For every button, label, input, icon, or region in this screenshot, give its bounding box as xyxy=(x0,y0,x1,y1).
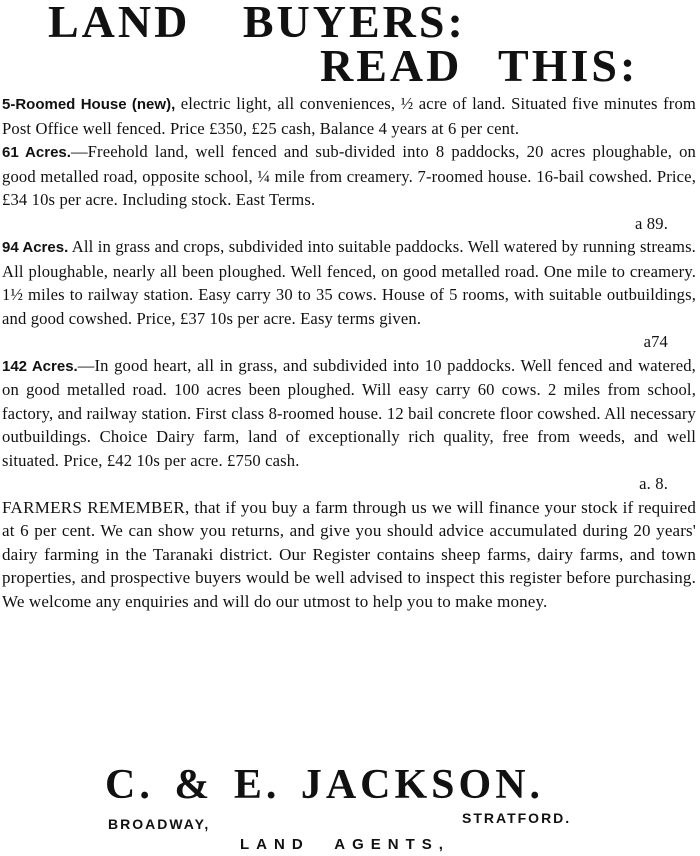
listing-text: —In good heart, all in grass, and subdivided into 10 paddocks. Well fenced and watered, on good metalled road. 100 acres been ploughed. Will easy carry 60 cows. 2 miles from school, factory, and railway station. First class 8-roomed house. 12 bail concrete floor cowshed. All necessary outbuildings. Choice Dairy farm, land of exceptionally rich quality, free from weeds, and well situated. Price, £42 10s per acre. £750 cash. xyxy=(2,355,696,470)
farmers-text: that if you buy a farm through us we will finance your stock if required at 6 per cent. We can show you returns, and give you should advice accumulated during 20 years' dairy farming in the Taranaki district. Our Register contains sheep farms, dairy farms, and town properties, and prospective buyers would be well advised to inspect this register before purchasing. We welcome any enquiries and will do our utmost to help you to make money. xyxy=(2,497,696,611)
address-stratford: STRATFORD. xyxy=(462,810,572,826)
farmers-remember-paragraph xyxy=(2,496,696,614)
listing-lead: 5-Roomed House (new), xyxy=(2,96,176,113)
listing-text: electric light, all conveniences, ½ acre of land. Situated five minutes from Post Office well fenced. Price £350, £25 cash, Balance 4 years at 6 per cent. xyxy=(2,94,696,138)
farmers-lead: FARMERS REMEMBER, xyxy=(2,497,190,517)
listing-house xyxy=(2,92,696,140)
listing-ref: a 89. xyxy=(634,213,668,233)
listing-ref: a. 8. xyxy=(639,474,668,493)
agent-name: C. & E. JACKSON. xyxy=(105,762,545,808)
listing-text: —Freehold land, well fenced and sub-divided into 8 paddocks, 20 acres ploughable, on good metalled road, opposite school, ¼ mile from creamery. 7-roomed house. 16-bail cowshed. Price, £34 10s per acre. Including stock. East Terms. xyxy=(2,142,696,209)
listing-61-acres xyxy=(2,140,696,235)
listing-142-acres xyxy=(2,354,696,496)
agent-role: LAND AGENTS, xyxy=(240,836,450,853)
headline-read-this: READ THIS: xyxy=(320,40,639,91)
listing-94-acres xyxy=(2,235,696,354)
listing-ref: a74 xyxy=(643,332,668,351)
listings-body xyxy=(2,92,696,613)
listing-text: All in grass and crops, subdivided into suitable paddocks. Well watered by running streams. All ploughable, nearly all been ploughed. Well fenced, on good metalled road. One mile to creamery. 1½ miles to railway station. Easy carry 30 to 35 cows. House of 5 rooms, with suitable outbuildings, and good cowshed. Price, £37 10s per acre. Easy terms given. xyxy=(2,237,696,328)
listing-lead: 94 Acres. xyxy=(2,239,69,256)
listing-lead: 142 Acres. xyxy=(2,357,78,375)
listing-lead: 61 Acres. xyxy=(2,144,71,161)
address-broadway: BROADWAY, xyxy=(108,816,211,832)
headline-land-buyers: LAND BUYERS: xyxy=(48,0,466,47)
